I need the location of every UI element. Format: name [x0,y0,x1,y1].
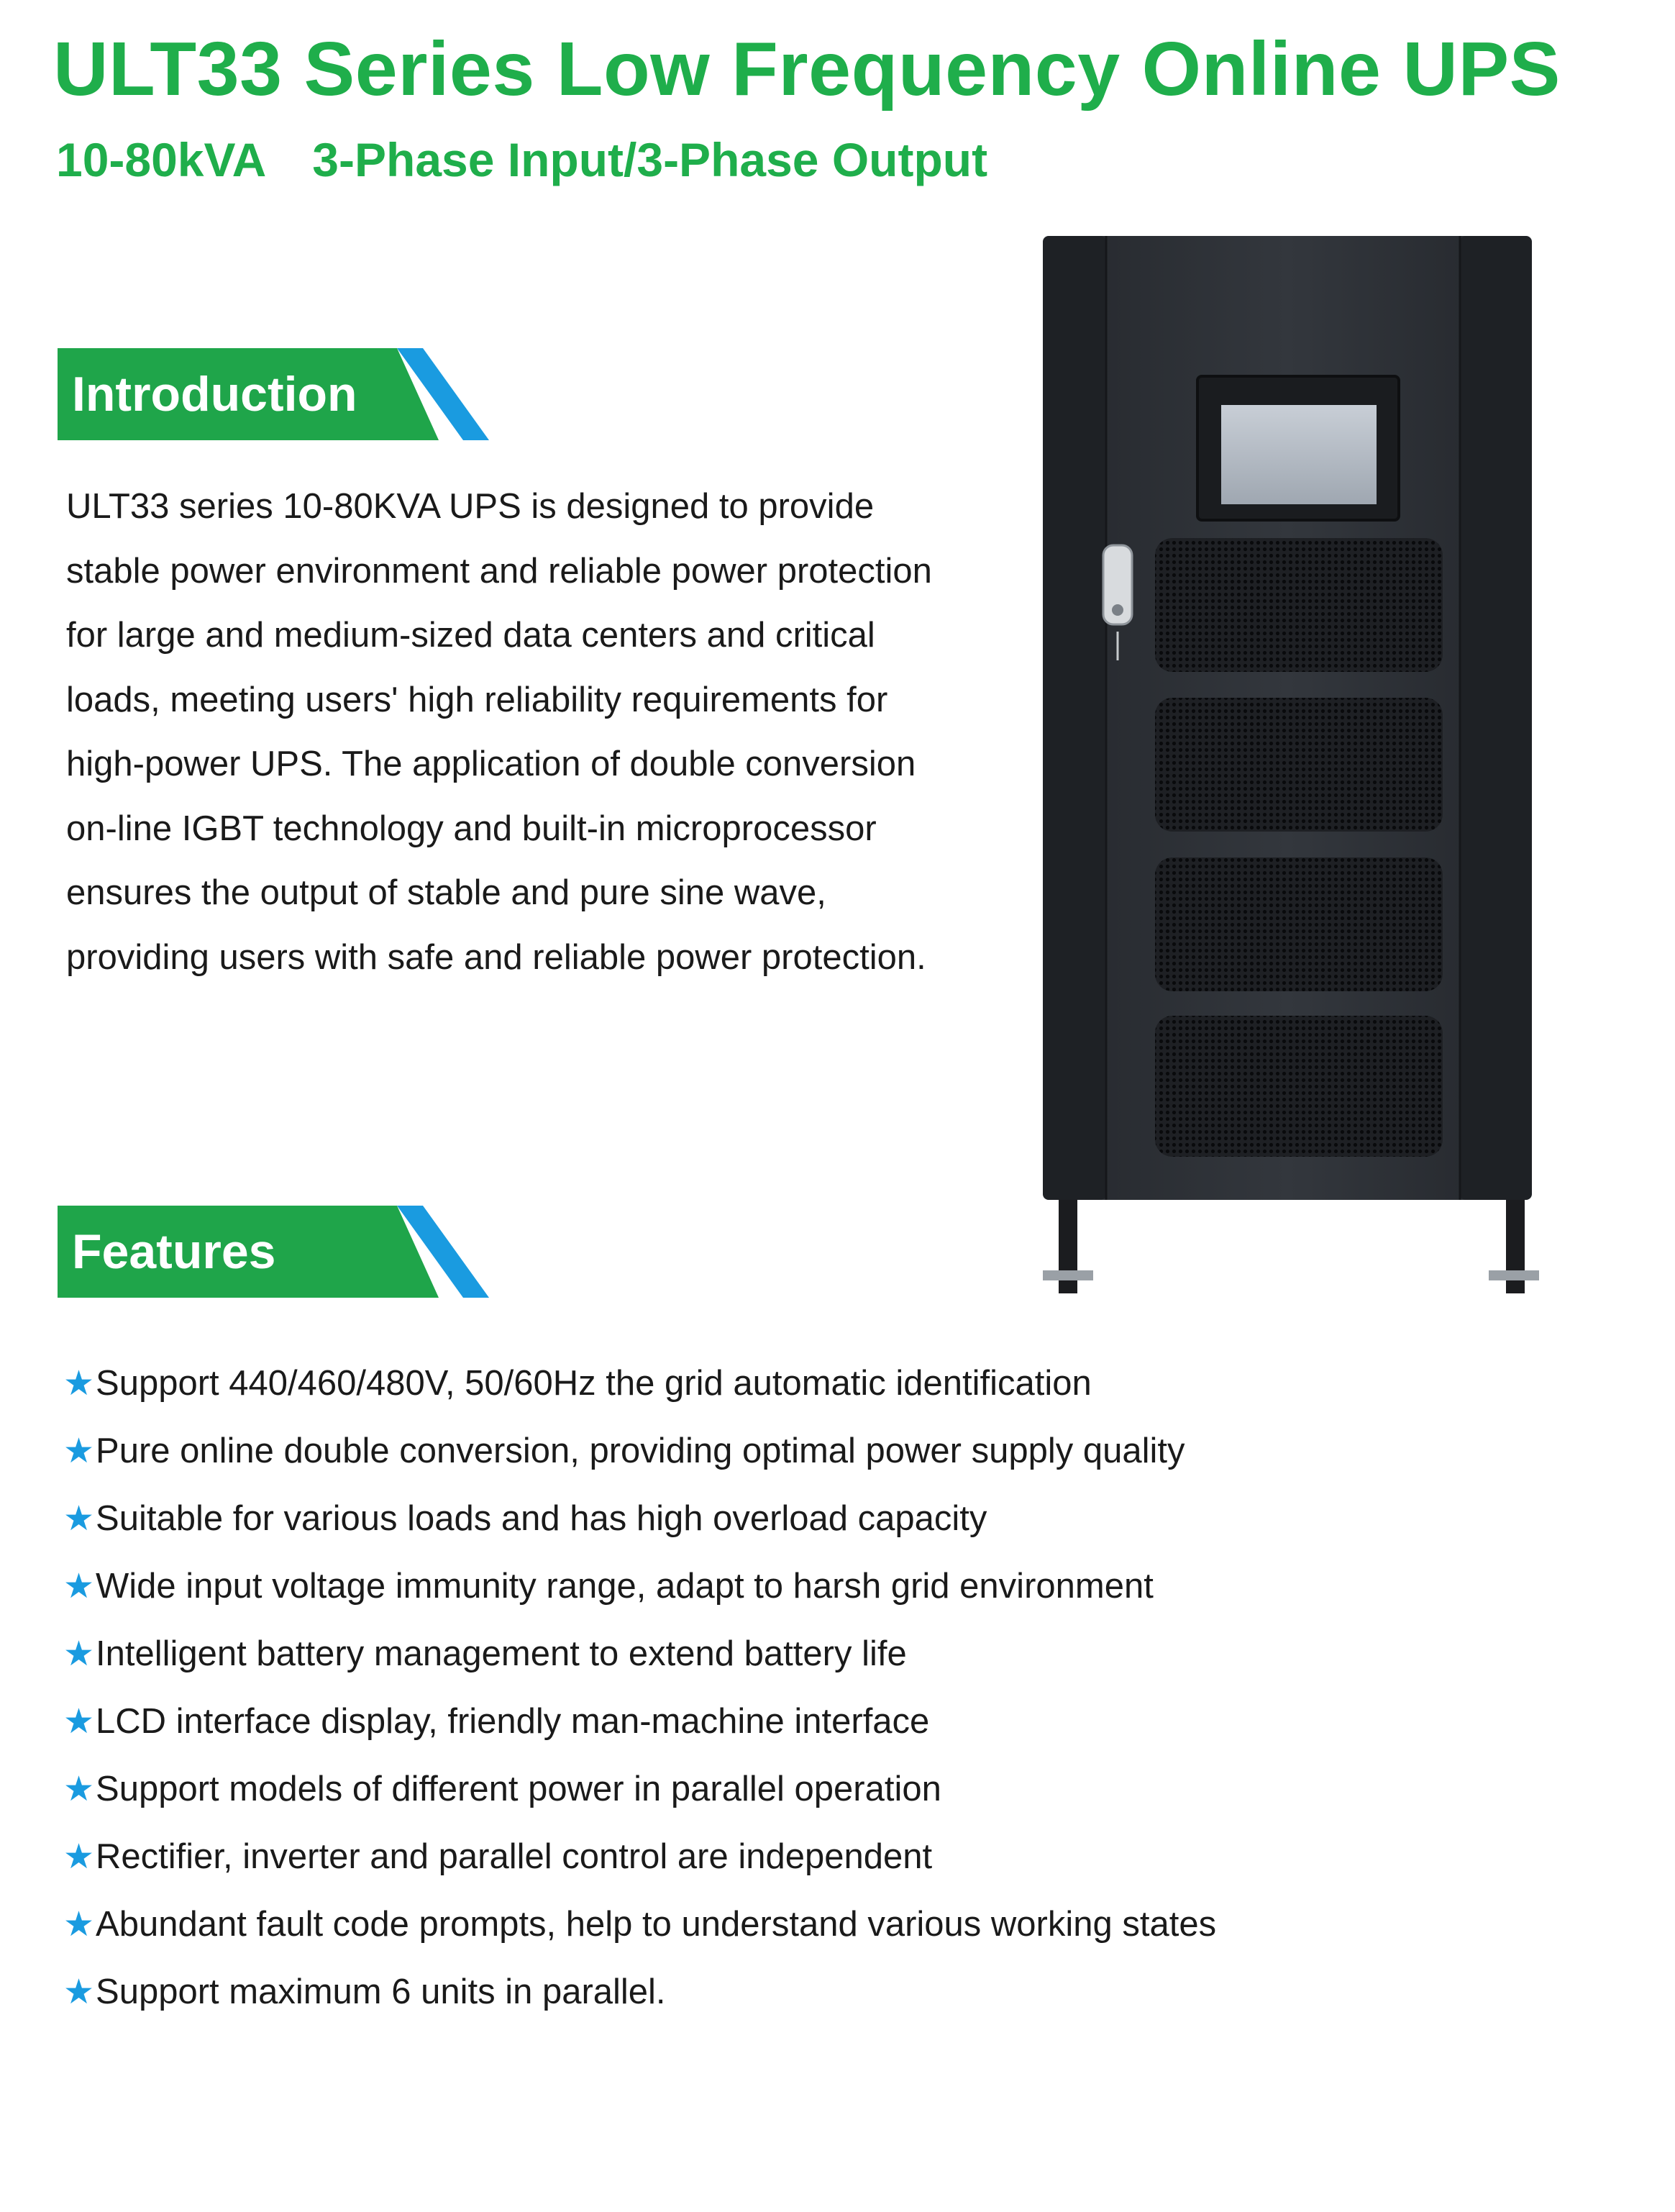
star-icon: ★ [63,1635,95,1673]
feature-item: ★LCD interface display, friendly man-machine interface [63,1702,930,1741]
introduction-banner [58,348,489,440]
feature-item: ★Pure online double conversion, providing optimal power supply quality [63,1432,1185,1470]
star-icon: ★ [63,1567,95,1606]
features-banner [58,1206,489,1298]
phase-config: 3-Phase Input/3-Phase Output [312,133,988,186]
star-icon: ★ [63,1703,95,1741]
star-icon: ★ [63,1973,95,2011]
star-icon: ★ [63,1838,95,1876]
introduction-text: ULT33 series 10-80KVA UPS is designed to provide stable power environment and reliable power protection for large and medium-sized data centers and critical loads, meeting users' high reliability requirements for high-power UPS. The application of double conversion on-line IGBT technology and built-in microprocessor ensures the output of stable and pure sine wave, providing users with safe and reliable power protection. [66,487,932,977]
star-icon: ★ [63,1770,95,1808]
feature-item: ★Wide input voltage immunity range, adapt to harsh grid environment [63,1567,1154,1606]
star-icon: ★ [63,1500,95,1538]
feature-item: ★Support maximum 6 units in parallel. [63,1972,666,2011]
power-range: 10-80kVA [56,133,267,186]
page-subtitle [56,134,987,186]
feature-item: ★Intelligent battery management to extend battery life [63,1634,907,1673]
feature-item: ★Support 440/460/480V, 50/60Hz the grid automatic identification [63,1364,1092,1403]
introduction-heading: Introduction [72,367,357,422]
feature-item: ★Abundant fault code prompts, help to understand various working states [63,1905,1217,1944]
features-list [63,1349,1216,2026]
ups-cabinet-image [1028,229,1647,1322]
features-heading: Features [72,1224,276,1279]
star-icon: ★ [63,1365,95,1403]
page-title: ULT33 Series Low Frequency Online UPS [53,27,1561,111]
star-icon: ★ [63,1432,95,1470]
feature-item: ★Rectifier, inverter and parallel control are independent [63,1837,933,1876]
star-icon: ★ [63,1906,95,1944]
feature-item: ★Support models of different power in parallel operation [63,1770,941,1808]
feature-item: ★Suitable for various loads and has high overload capacity [63,1499,987,1538]
